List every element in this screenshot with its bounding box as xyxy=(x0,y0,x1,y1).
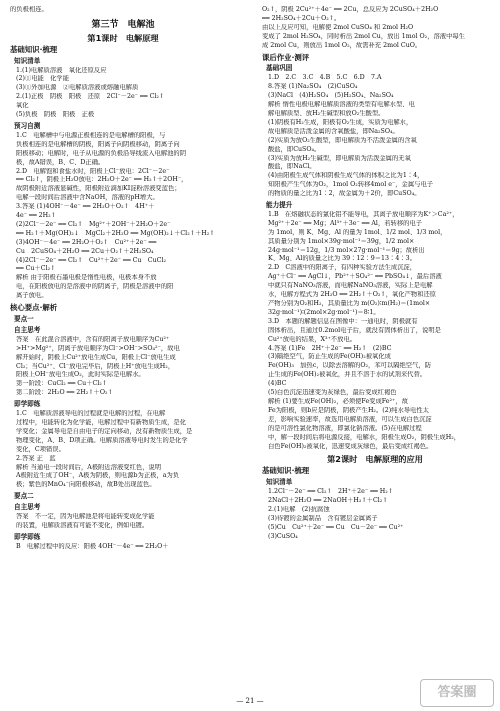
text-line: 知阳极产生气体为O₂，1mol O₂转移4mol e⁻，金属与电子 xyxy=(268,181,434,189)
text-line: 的装置，电解质溶液有可能不变化，例如电镀。 xyxy=(16,521,149,529)
text-line: 产物分别为O₂和H₂，其质量比为 m(O₂)∶m(H₂)＝(1mol× xyxy=(268,300,431,307)
right-continuation xyxy=(262,6,488,51)
text-line: 氧化 xyxy=(16,102,29,110)
text-line: (3)4OH⁻－4e⁻ ══ 2H₂O＋O₂↑ Cu²⁺＋2e⁻ ══ xyxy=(16,238,157,246)
text-line: 24g·mol⁻¹＝12g，1/3 mol×27g·mol⁻¹＝9g；故析出 xyxy=(268,246,425,254)
text-line: 负极相连的是电解槽的阴极，阳离子向阴极移动，阴离子向 xyxy=(16,140,180,148)
watermark-logo xyxy=(420,679,494,707)
text-line: 1.D 2.C 3.C 4.B 5.C 6.D 7.A xyxy=(268,74,382,82)
section-heading: 基础知识·梳理 xyxy=(262,466,310,476)
text-line: 1.C 电解质溶液导电的过程就是电解的过程，在电解 xyxy=(16,410,166,418)
text-line: 4.答案 (1)Fe 2H⁺＋2e⁻ ══ H₂↑ (2)BC xyxy=(268,344,392,352)
text-line: 由以上反应可知，电解使 2mol CuSO₄ 和 2mol H₂O xyxy=(262,23,414,31)
text-line: (2)实质为放O₂生酸型，即电解质为不活泼金属的含氧 xyxy=(268,136,417,144)
text-line: 第二阶段：2H₂O ══ 2H₂↑＋O₂↑ xyxy=(16,389,113,397)
text-line: 2.(1)正极 阴极 阳极 还原 2Cl⁻－2e⁻ ══ Cl₂↑ xyxy=(16,93,165,101)
text-line: 水，电解方程式为 2H₂O ══ 2H₂↑＋O₂↑，氧化产物和还原 xyxy=(268,291,437,299)
right-content xyxy=(262,54,488,452)
text-line: ══ Cl₂↑，阴极上H₂O放电：2H₂O＋2e⁻ ══ H₂↑＋2OH⁻， xyxy=(16,176,188,184)
text-line: 解析 当通电一段时间后，A极附近溶液变红色，说明 xyxy=(16,463,162,471)
text-line: 酸盐，即NaCl。 xyxy=(268,163,316,171)
text-line: 学变化；金属导电是自由电子的定向移动，没有新物质生成，是 xyxy=(16,427,193,435)
text-line: (3)实质为放H₂生碱型，即电解质为活泼金属的无氧 xyxy=(268,154,411,162)
text-line: 32g·mol⁻¹)∶(2mol×2g·mol⁻¹)＝8∶1。 xyxy=(268,308,380,316)
text-line: 电解一段时间后溶液中含NaOH，溶液的pH增大。 xyxy=(16,194,159,202)
subsection-heading: 自主思考 xyxy=(14,503,41,512)
text-line: 4e⁻ ══ 2H₂↑ xyxy=(16,212,56,220)
text-line: ══ H₂↑＋Mg(OH)₂↓ MgCl₂＋2H₂O ══ Mg(OH)₂↓＋Cl₂↑＋H₂↑ xyxy=(16,229,215,237)
text-line: 3.答案 (1)4OH⁻－4e⁻ ══ 2H₂O＋O₂↑ 4H⁺＋ xyxy=(16,203,155,211)
text-line: (5)白色沉淀迅速变为灰绿色，最后变成红褐色 xyxy=(268,389,397,397)
text-line: (4)2Cl⁻－2e⁻ ══ Cl₂↑ Cu²⁺＋2e⁻ ══ Cu CuCl₂ xyxy=(16,256,167,264)
text-line: 差，影响实验速率，故选用电解质溶液，可以生成白色沉淀 xyxy=(268,415,432,423)
text-line: 电，在阳极放电的是溶液中的阴离子，阴极是溶液中的阳 xyxy=(16,283,174,291)
text-line: >H⁺>Mg²⁺，阴离子放电顺序为Cl⁻>OH⁻>SO₄²⁻，故电 xyxy=(16,344,180,352)
text-line: ══ 2H₂SO₄＋2Cu＋O₂↑。 xyxy=(262,14,341,22)
text-line: (5)Cu Cu²⁺＋2e⁻ ══ Cu Cu－2e⁻ ══ Cu²⁺ xyxy=(268,523,404,531)
text-line: O₂↑，阴极 2Cu²⁺＋4e⁻ ══ 2Cu，总反应为 2CuSO₄＋2H₂O xyxy=(262,6,439,13)
text-line: 止生成的Fe(OH)₂被氧化，并且不溶于水的试剂来代替。 xyxy=(268,371,427,379)
text-line: 其质量分别为 1mol×39g·mol⁻¹＝39g，1/2 mol× xyxy=(268,237,415,245)
text-line: 3.D 本题的解题信息在图像中：一通电时，阴极就有 xyxy=(268,317,418,325)
subsection-heading: 要点一 xyxy=(14,315,34,323)
subsection-heading: 要点二 xyxy=(14,492,34,501)
text-line: 2.D 电解饱和食盐水时，阳极上Cl⁻放电：2Cl⁻－2e⁻ xyxy=(16,167,170,175)
subsection-heading: 预习自测 xyxy=(14,121,41,130)
text-line: 离子放电。 xyxy=(16,292,48,300)
left-continuation xyxy=(10,6,236,15)
text-line: 2.答案 正 蓝 xyxy=(16,454,56,462)
text-line: 答案 不一定，因为电解池是将电能转变成化学能 xyxy=(16,513,155,521)
text-line: K、Mg、Al的质量之比为 39∶12∶9＝13∶4∶3。 xyxy=(268,255,416,263)
text-line: 第一阶段：CuCl₂ ══ Cu＋Cl₂↑ xyxy=(16,380,108,388)
text-line: 2.(1)电解 (2)抗腐蚀 xyxy=(268,505,330,513)
section-heading: 基础知识·梳理 xyxy=(10,44,58,54)
text-line: (4)由阳极生成气体和阴极生成气体的体积之比为1∶4， xyxy=(268,172,424,180)
text-line: 极；紫色的MnO₄⁻向阳极移动，故B处出现蓝色。 xyxy=(16,481,156,489)
text-line: (2)①电能 化学能 xyxy=(16,75,69,83)
subsection-heading: 基础巩固 xyxy=(266,64,293,73)
subsection-heading: 即学即练 xyxy=(14,400,41,409)
text-line: 1.2Cl⁻－2e⁻ ══ Cl₂↑ 2H⁺＋2e⁻ ══ H₂↑ xyxy=(268,488,394,496)
text-line: Mg²⁺＋2e⁻ ══ Mg；Al³⁺＋3e⁻ ══ Al，若转移的电子 xyxy=(268,219,423,227)
subsection-heading: 自主思考 xyxy=(14,325,41,334)
text-line: 阳极上OH⁻放电生成O₂，此时实际是电解水。 xyxy=(16,371,145,379)
text-line: (3)①外加电源 ②电解质溶液或熔融电解质 xyxy=(16,84,139,92)
text-line: 中就只有NaNO₃溶液，而电解NaNO₃溶液，实际上是电解 xyxy=(268,282,433,290)
text-line: 阳极移动；电解时，电子从电源的负极沿导线流入电解池的阴 xyxy=(16,149,187,157)
subsection-heading: 知识清单 xyxy=(14,56,41,65)
text-line: 1.C 电解槽中与电源正极相连的是电解槽的阳极，与 xyxy=(16,131,166,139)
text-line: (3)CuSO₄ xyxy=(268,532,298,540)
section-heading: 核心要点·解析 xyxy=(10,303,58,313)
text-line: 成 2mol Cu，则放出 1mol O₂，故需补充 2mol CuO。 xyxy=(262,41,422,49)
watermark-text: 答案圈 xyxy=(437,685,477,700)
text-line: Ag⁺＋Cl⁻ ══ AgCl↓，Pb²⁺＋SO₄²⁻ ══ PbSO₄↓，最后溶液 xyxy=(268,273,442,281)
text-line: 答案 在此混合溶液中，含有的阳离子放电顺序为Cu²⁺ xyxy=(16,335,170,343)
text-line: 的负极相连。 xyxy=(10,6,48,13)
section-title: 第三节 电解池 xyxy=(91,19,155,30)
text-line: (4)BC xyxy=(268,380,287,388)
subsection-heading: 知识清单 xyxy=(266,478,293,487)
text-line: 的是可溶性氯化物溶液，即氯化钠溶液。(5)在电解过程 xyxy=(268,424,422,432)
text-line: 为 1mol，则 K、Mg、Al 的量为 1mol、1/2 mol、1/3 mol， xyxy=(268,228,447,236)
text-line: 解开始时，阴极上Cu²⁺放电生成Cu，阳极上Cl⁻放电生成 xyxy=(16,353,176,361)
text-line: 白色Fe(OH)₂被氧化，迅速变成灰绿色，最后变成红褐色。 xyxy=(268,442,433,450)
section-heading: 课后作业·测评 xyxy=(262,52,310,62)
text-line: 的物质的量之比为1∶2，故金属为＋2价，即CuSO₄。 xyxy=(268,190,421,198)
text-line: 固体析出，且通过0.2mol电子后，就没有固体析出了，说明是 xyxy=(268,326,441,334)
text-line: Fe为阳极，则b应是阴极，阴极产生H₂。(2)纯水导电性太 xyxy=(268,406,429,414)
text-line: Fe(OH)₃ 加热c，以除去溶解的O₂，苯可以隔绝空气，防 xyxy=(268,362,431,370)
subsection-heading: 能力提升 xyxy=(266,201,293,210)
lesson-title: 第1课时 电解原理 xyxy=(87,32,159,43)
text-line: 2NaCl＋2H₂O ══ 2NaOH＋H₂↑＋Cl₂↑ xyxy=(268,497,388,505)
text-line: 物理变化，A、B、D项正确。电解质溶液导电时发生的是化学 xyxy=(16,436,188,444)
text-line: 1.(1)电解质溶液 氧化还原反应 xyxy=(16,66,107,74)
page-number: — 21 — xyxy=(236,697,264,705)
text-line: (2)2Cl⁻－2e⁻ ══ Cl₂↑ Mg²⁺＋2OH⁻＋2H₂O＋2e⁻ xyxy=(16,220,171,228)
lesson-2-title: 第2课时 电解原理的应用 xyxy=(327,454,423,465)
text-line: 解析 惰性电极电解电解质溶液的类型有电解水型、电 xyxy=(268,101,415,109)
right-column xyxy=(262,6,488,542)
text-line: 过程中，电能转化为化学能，电解过程中有新物质生成，是化 xyxy=(16,418,187,426)
text-line: 极，故A错误，B、C、D正确。 xyxy=(16,158,105,166)
left-content xyxy=(10,46,236,552)
text-line: Cu 2CuSO₄＋2H₂O ══ 2Cu＋O₂↑＋2H₂SO₄ xyxy=(16,247,154,255)
text-line: 1.B 在熔融状态的氯化铝不能导电，其离子放电顺序为K⁺＞Ca²⁺， xyxy=(268,210,459,218)
text-line: 8.答案 (1)Na₂SO₄ (2)CuSO₄ xyxy=(268,83,358,91)
text-line: 解析 (1)要生成Fe(OH)₂，必须使Fe变成Fe²⁺，故 xyxy=(268,397,408,405)
text-line: ══ Cu＋Cl₂↑ xyxy=(16,265,56,273)
text-line: (3)待镀的金属制品 含有镀层金属离子 xyxy=(268,514,378,522)
text-line: 酸盐，即CuSO₄。 xyxy=(268,145,321,153)
text-line: 故阴极附近溶液显碱性，阳极附近滴加KI淀粉溶液变蓝色； xyxy=(16,185,181,193)
text-line: 变化，C项错误。 xyxy=(16,445,65,453)
right-content-2 xyxy=(262,467,488,541)
text-line: 解析 由于阳极石墨电极是惰性电极，电极本身不放 xyxy=(16,274,157,282)
text-line: 2.D C溶液中的阳离子，有四种实验方法生成沉淀， xyxy=(268,264,417,272)
text-line: (1)阴极有H₂生成，阳极有O₂生成，实质为电解水， xyxy=(268,118,413,126)
text-line: (3)NaCl (4)H₂SO₄ (5)H₂SO₄、Na₂SO₄ xyxy=(268,92,394,100)
text-line: Cu²⁺放电的结果，X³⁺不放电。 xyxy=(268,335,357,343)
text-line: 故电解质是活泼金属的含氧酸盐，即Na₂SO₄。 xyxy=(268,127,399,135)
subsection-heading: 即学即练 xyxy=(14,532,41,541)
text-line: 解电解质型、放H₂生碱型和放O₂生酸型。 xyxy=(268,109,385,117)
text-line: A极附近生成了OH⁻，A极为阴极，则电源b为正极，a为负 xyxy=(16,472,180,480)
text-line: (5)负极 阴极 阳极 正极 xyxy=(16,111,95,119)
text-line: Cl₂；当Cu²⁺、Cl⁻放电完毕后，阴极上H⁺放电生成H₂， xyxy=(16,362,175,370)
left-column xyxy=(10,6,236,552)
text-line: B 电解过程中的反应：阳极 4OH⁻－4e⁻ ══ 2H₂O＋ xyxy=(16,542,169,550)
text-line: 中，解一段时间后将电源反接，电解水，阳极生成O₂，阴极生成H₂， xyxy=(268,433,461,441)
text-line: 变成了 2mol H₂SO₄，同时析出 2mol Cu，放出 1mol O₂，溶液中每生 xyxy=(262,32,465,40)
text-line: (3)隔绝空气，防止生成的Fe(OH)₂被氧化成 xyxy=(268,353,391,361)
